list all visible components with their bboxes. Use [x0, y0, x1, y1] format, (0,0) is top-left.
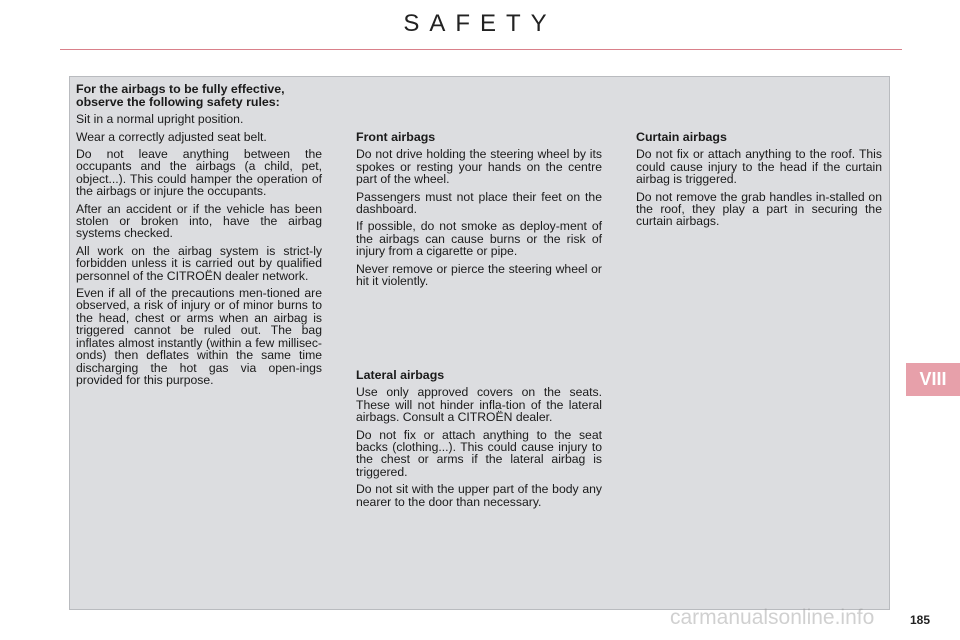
intro-heading: For the airbags to be fully effective, observe the following safety rules:	[76, 82, 285, 109]
front-airbags-paragraph: Do not drive holding the steering wheel by its spokes or resting your hands on the centre part of the wheel.	[356, 147, 602, 187]
page-title: SAFETY	[403, 10, 557, 37]
rule-paragraph: Even if all of the precautions men-tioned are observed, a risk of injury or of minor burns to the head, chest or arms when an airbag is triggered cannot be ruled out. The bag inflates almost instantly (within a few millisec-onds) then deflates within the same time discharging the hot gas via open-ings provided for this purpose.	[76, 286, 322, 387]
rule-paragraph: Do not leave anything between the occupants and the airbags (a child, pet, object...). This could hamper the operation of the airbags or injure the occupants.	[76, 147, 322, 199]
rule-paragraph: Wear a correctly adjusted seat belt.	[76, 129, 267, 144]
title-divider	[60, 49, 902, 50]
lateral-airbags-heading: Lateral airbags	[356, 368, 445, 382]
curtain-airbags-heading: Curtain airbags	[636, 130, 727, 144]
general-rules-column	[76, 83, 322, 391]
lateral-airbags-paragraph: Use only approved covers on the seats. These will not hinder infla-tion of the lateral airbags. Consult a CITROËN dealer.	[356, 385, 602, 425]
front-airbags-paragraph: Never remove or pierce the steering wheel or hit it violently.	[356, 261, 602, 289]
curtain-airbags-paragraph: Do not fix or attach anything to the roof. This could cause injury to the head if the curtain airbag is triggered.	[636, 147, 882, 187]
lateral-airbags-section	[356, 369, 602, 513]
rule-paragraph: Sit in a normal upright position.	[76, 112, 244, 127]
front-airbags-section	[356, 131, 602, 292]
page-number: 185	[910, 613, 931, 627]
front-airbags-heading: Front airbags	[356, 130, 436, 144]
curtain-airbags-section	[636, 131, 882, 233]
lateral-airbags-paragraph: Do not fix or attach anything to the seat backs (clothing...). This could cause injury to the chest or arms if the lateral airbag is triggered.	[356, 427, 602, 479]
rule-paragraph: All work on the airbag system is strict-ly forbidden unless it is carried out by qualified personnel of the CITROËN dealer network.	[76, 243, 322, 283]
chapter-tab[interactable]: VIII	[906, 363, 960, 396]
curtain-airbags-paragraph: Do not remove the grab handles in-stalled on the roof, they play a part in securing the curtain airbags.	[636, 189, 882, 229]
rule-paragraph: After an accident or if the vehicle has been stolen or broken into, have the airbag systems checked.	[76, 201, 322, 241]
lateral-airbags-paragraph: Do not sit with the upper part of the body any nearer to the door than necessary.	[356, 482, 602, 509]
front-airbags-paragraph: If possible, do not smoke as deploy-ment of the airbags can cause burns or the risk of injury from a cigarette or pipe.	[356, 219, 602, 259]
front-airbags-paragraph: Passengers must not place their feet on the dashboard.	[356, 189, 602, 217]
watermark: carmanualsonline.info	[670, 606, 875, 629]
